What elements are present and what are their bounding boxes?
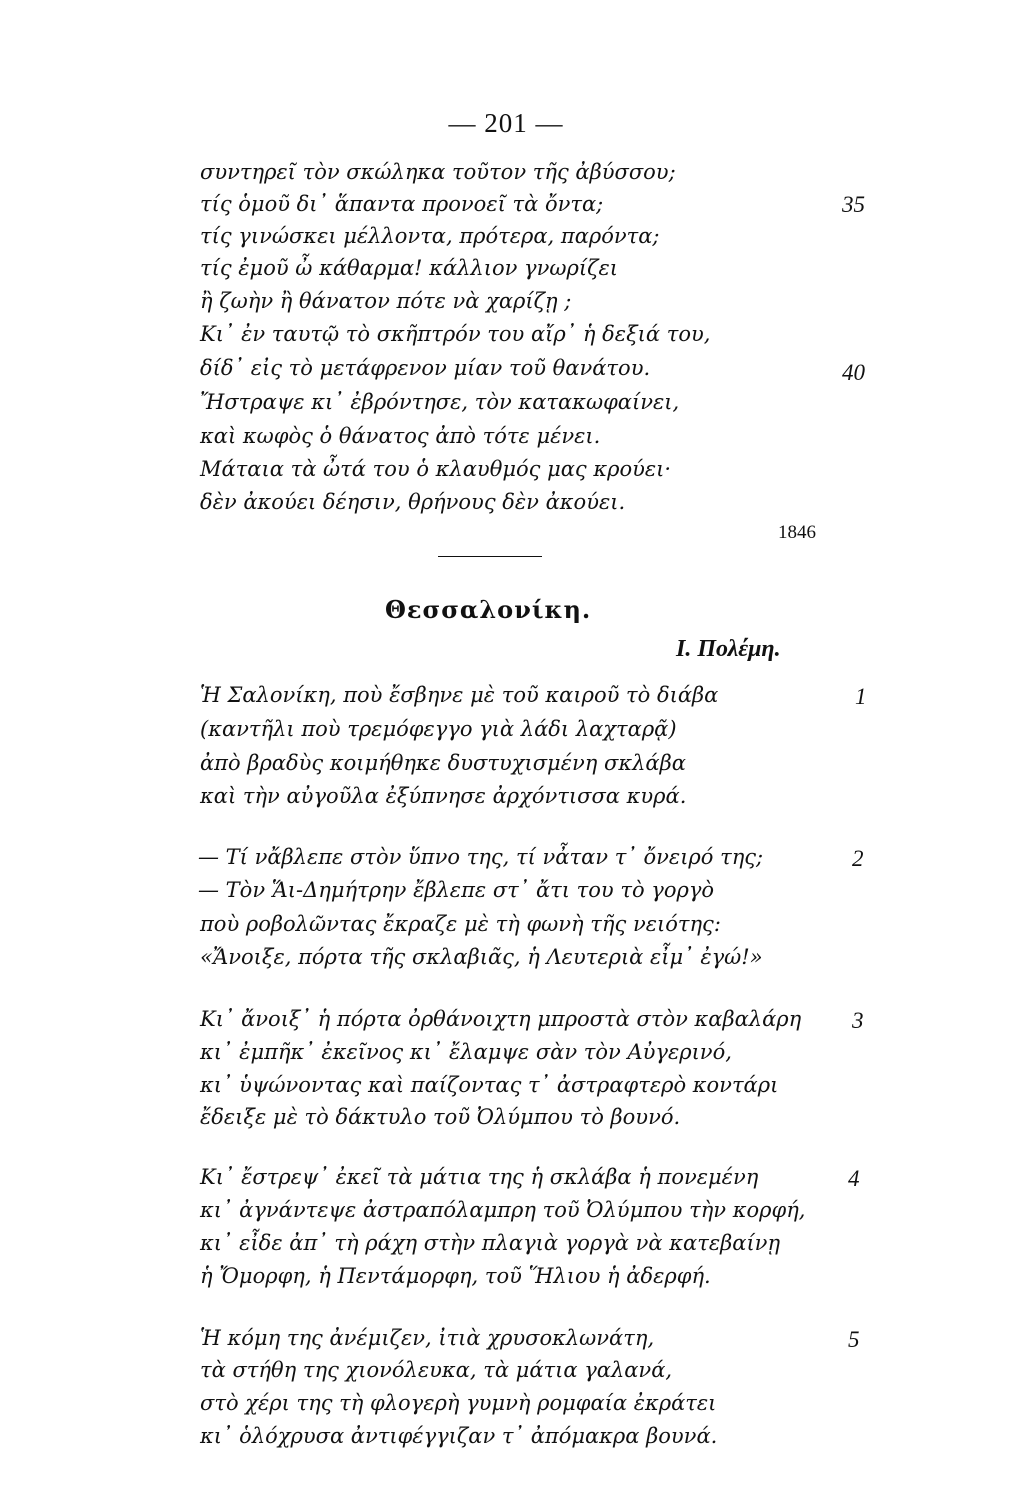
verse-line: κι᾽ ὑψώνοντας καὶ παίζοντας τ᾽ ἀστραφτερὸ κοντάρι <box>200 1073 779 1097</box>
poem-author: Ι. Πολέμη. <box>676 636 781 662</box>
verse-line: (καντῆλι ποὺ τρεμόφεγγο γιὰ λάδι λαχταρᾷ) <box>200 717 677 741</box>
verse-line: Ἡ Σαλονίκη, ποὺ ἔσβηνε μὲ τοῦ καιροῦ τὸ διάβα <box>200 683 719 707</box>
verse-line: ἢ ζωὴν ἢ θάνατον πότε νὰ χαρίζῃ ; <box>200 289 572 313</box>
line-number: 35 <box>842 192 865 217</box>
verse-line: καὶ τὴν αὐγοῦλα ἐξύπνησε ἀρχόντισσα κυρά. <box>200 784 687 808</box>
poem-title: Θεσσαλονίκη. <box>385 595 592 624</box>
verse-line: κι᾽ ἀγνάντεψε ἀστραπόλαμπρη τοῦ Ὀλύμπου τὴν κορφή, <box>200 1198 806 1222</box>
stanza-number: 5 <box>848 1327 860 1352</box>
verse-line: καὶ κωφὸς ὁ θάνατος ἀπὸ τότε μένει. <box>200 424 601 448</box>
verse-line: στὸ χέρι της τὴ φλογερὴ γυμνὴ ρομφαία ἐκράτει <box>200 1391 717 1415</box>
verse-line: Κι᾽ ἔστρεψ᾽ ἐκεῖ τὰ μάτια της ἡ σκλάβα ἡ πονεμένη <box>200 1165 759 1189</box>
verse-line: Κι᾽ ἄνοιξ᾽ ἡ πόρτα ὀρθάνοιχτη μπροστὰ στὸν καβαλάρη <box>200 1007 802 1031</box>
stanza-number: 1 <box>855 684 867 709</box>
verse-line: κι᾽ ἐμπῆκ᾽ ἐκεῖνος κι᾽ ἔλαμψε σὰν τὸν Αὐγερινό, <box>200 1040 732 1064</box>
stanza-number: 3 <box>852 1008 864 1033</box>
verse-line: ποὺ ροβολῶντας ἔκραζε μὲ τὴ φωνὴ τῆς νειότης: <box>200 912 721 936</box>
verse-line: Μάταια τὰ ὦτά του ὁ κλαυθμός μας κρούει· <box>200 457 672 481</box>
verse-line: — Τί νἄβλεπε στὸν ὕπνο της, τί νἆταν τ᾽ ὄνειρό της; <box>198 845 764 869</box>
verse-line: ἔδειξε μὲ τὸ δάκτυλο τοῦ Ὀλύμπου τὸ βουνό. <box>200 1105 681 1129</box>
page-number: — 201 — <box>448 108 564 138</box>
poem-year: 1846 <box>778 522 816 543</box>
line-number: 40 <box>842 360 865 385</box>
verse-line: Ἤστραψε κι᾽ ἐβρόντησε, τὸν κατακωφαίνει, <box>200 390 680 414</box>
verse-line: ἡ Ὄμορφη, ἡ Πεντάμορφη, τοῦ Ἥλιου ἡ ἀδερφή. <box>200 1264 711 1288</box>
verse-line: τίς ἐμοῦ ὦ κάθαρμα! κάλλιον γνωρίζει <box>200 256 618 280</box>
verse-line: τίς γινώσκει μέλλοντα, πρότερα, παρόντα; <box>200 224 660 248</box>
verse-line: κι᾽ εἶδε ἀπ᾽ τὴ ράχη στὴν πλαγιὰ γοργὰ νὰ κατεβαίνῃ <box>200 1231 781 1255</box>
verse-line: κι᾽ ὁλόχρυσα ἀντιφέγγιζαν τ᾽ ἀπόμακρα βουνά. <box>200 1424 718 1448</box>
verse-line: τίς ὁμοῦ δι᾽ ἅπαντα προνοεῖ τὰ ὄντα; <box>200 192 604 216</box>
verse-line: Κι᾽ ἐν ταυτῷ τὸ σκῆπτρόν του αἴρ᾽ ἡ δεξιά του, <box>200 322 711 346</box>
verse-line: τὰ στήθη της χιονόλευκα, τὰ μάτια γαλανά, <box>200 1358 673 1382</box>
stanza-number: 4 <box>848 1166 860 1191</box>
verse-line: ἀπὸ βραδὺς κοιμήθηκε δυστυχισμένη σκλάβα <box>200 751 686 775</box>
verse-line: συντηρεῖ τὸν σκώληκα τοῦτον τῆς ἀβύσσου; <box>200 160 676 184</box>
verse-line: δὲν ἀκούει δέησιν, θρήνους δὲν ἀκούει. <box>200 490 626 514</box>
stanza-number: 2 <box>852 846 864 871</box>
section-divider <box>438 556 542 557</box>
verse-line: δίδ᾽ εἰς τὸ μετάφρενον μίαν τοῦ θανάτου. <box>200 356 651 380</box>
verse-line: Ἡ κόμη της ἀνέμιζεν, ἰτιὰ χρυσοκλωνάτη, <box>200 1326 655 1350</box>
verse-line: «Ἄνοιξε, πόρτα τῆς σκλαβιᾶς, ἡ Λευτεριὰ εἶμ᾽ ἐγώ!» <box>200 945 763 969</box>
verse-line: — Τὸν Ἅι-Δημήτρην ἔβλεπε στ᾽ ἄτι του τὸ γοργὸ <box>198 878 715 902</box>
